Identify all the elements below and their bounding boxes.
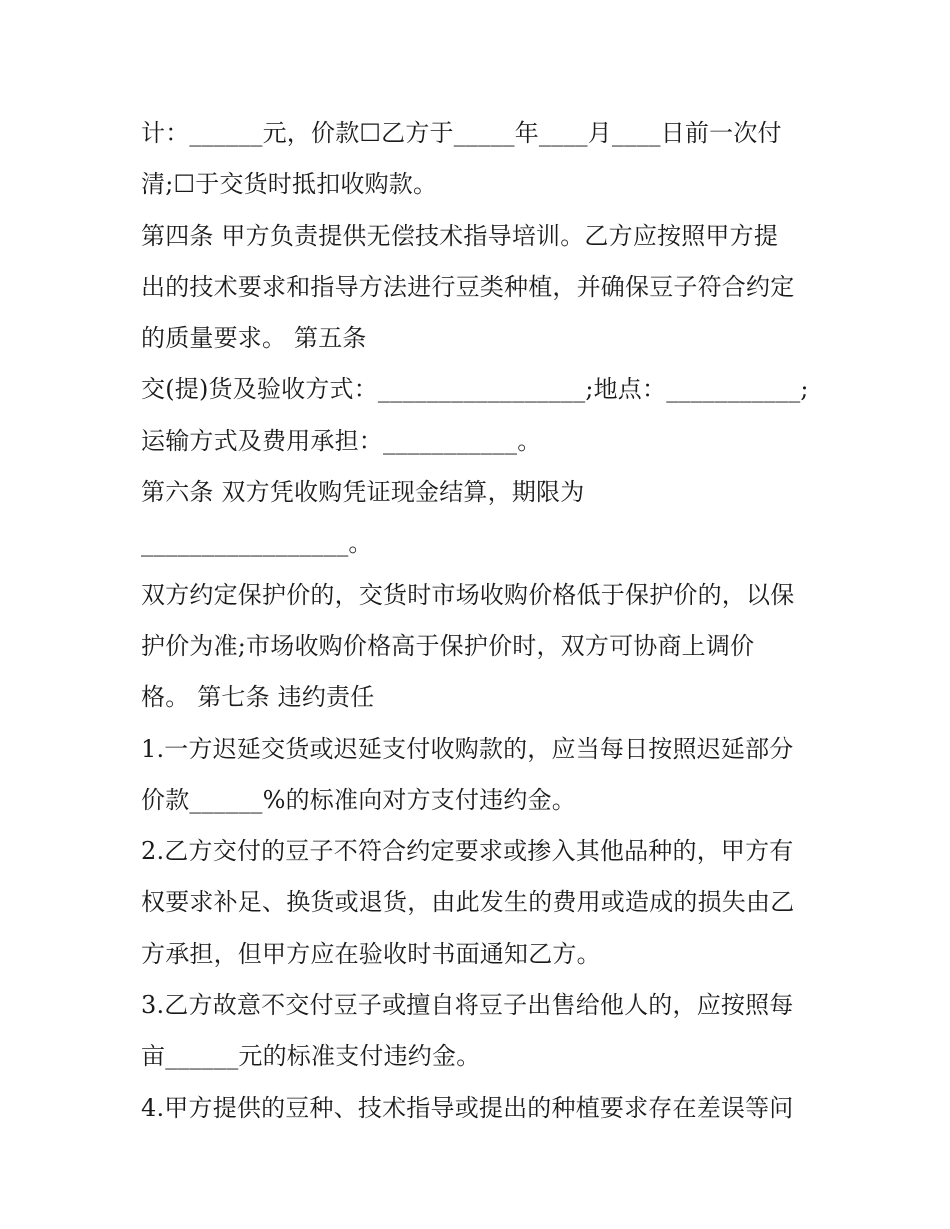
text-line: _________________。 — [141, 529, 373, 558]
text-line: 3.乙方故意不交付豆子或擅自将豆子出售给他人的，应按照每 — [141, 991, 794, 1020]
text-line: 价款______%的标准向对方支付违约金。 — [141, 785, 577, 814]
text-line: 双方约定保护价的，交货时市场收购价格低于保护价的，以保 — [141, 580, 795, 609]
text-line: 方承担，但甲方应在验收时书面通知乙方。 — [141, 939, 601, 968]
contract-text — [141, 108, 821, 1134]
text-line: 权要求补足、换货或退货，由此发生的费用或造成的损失由乙 — [141, 888, 795, 917]
text-line: 2.乙方交付的豆子不符合约定要求或掺入其他品种的，甲方有 — [141, 837, 794, 866]
text-line: 1.一方迟延交货或迟延支付收购款的，应当每日按照迟延部分 — [141, 734, 794, 763]
text-line: 运输方式及费用承担：___________。 — [141, 426, 542, 455]
text-line: 亩______元的标准支付违约金。 — [141, 1042, 481, 1071]
text-line: 出的技术要求和指导方法进行豆类种植，并确保豆子符合约定 — [141, 272, 795, 301]
text-line: 计：______元，价款☐乙方于_____年____月____日前一次付 — [141, 119, 782, 147]
text-line: 4.甲方提供的豆种、技术指导或提出的种植要求存在差误等问 — [141, 1093, 794, 1122]
text-line: 交(提)货及验收方式：_________________;地点：___________; — [141, 375, 809, 404]
text-line: 第六条 双方凭收购凭证现金结算，期限为 — [141, 478, 585, 507]
text-line: 格。 第七条 违约责任 — [141, 683, 375, 712]
text-line: 的质量要求。 第五条 — [141, 324, 367, 353]
text-line: 护价为准;市场收购价格高于保护价时，双方可协商上调价 — [141, 631, 755, 660]
text-line: 第四条 甲方负责提供无偿技术指导培训。乙方应按照甲方提 — [141, 221, 779, 250]
text-line: 清;☐于交货时抵扣收购款。 — [141, 170, 438, 199]
